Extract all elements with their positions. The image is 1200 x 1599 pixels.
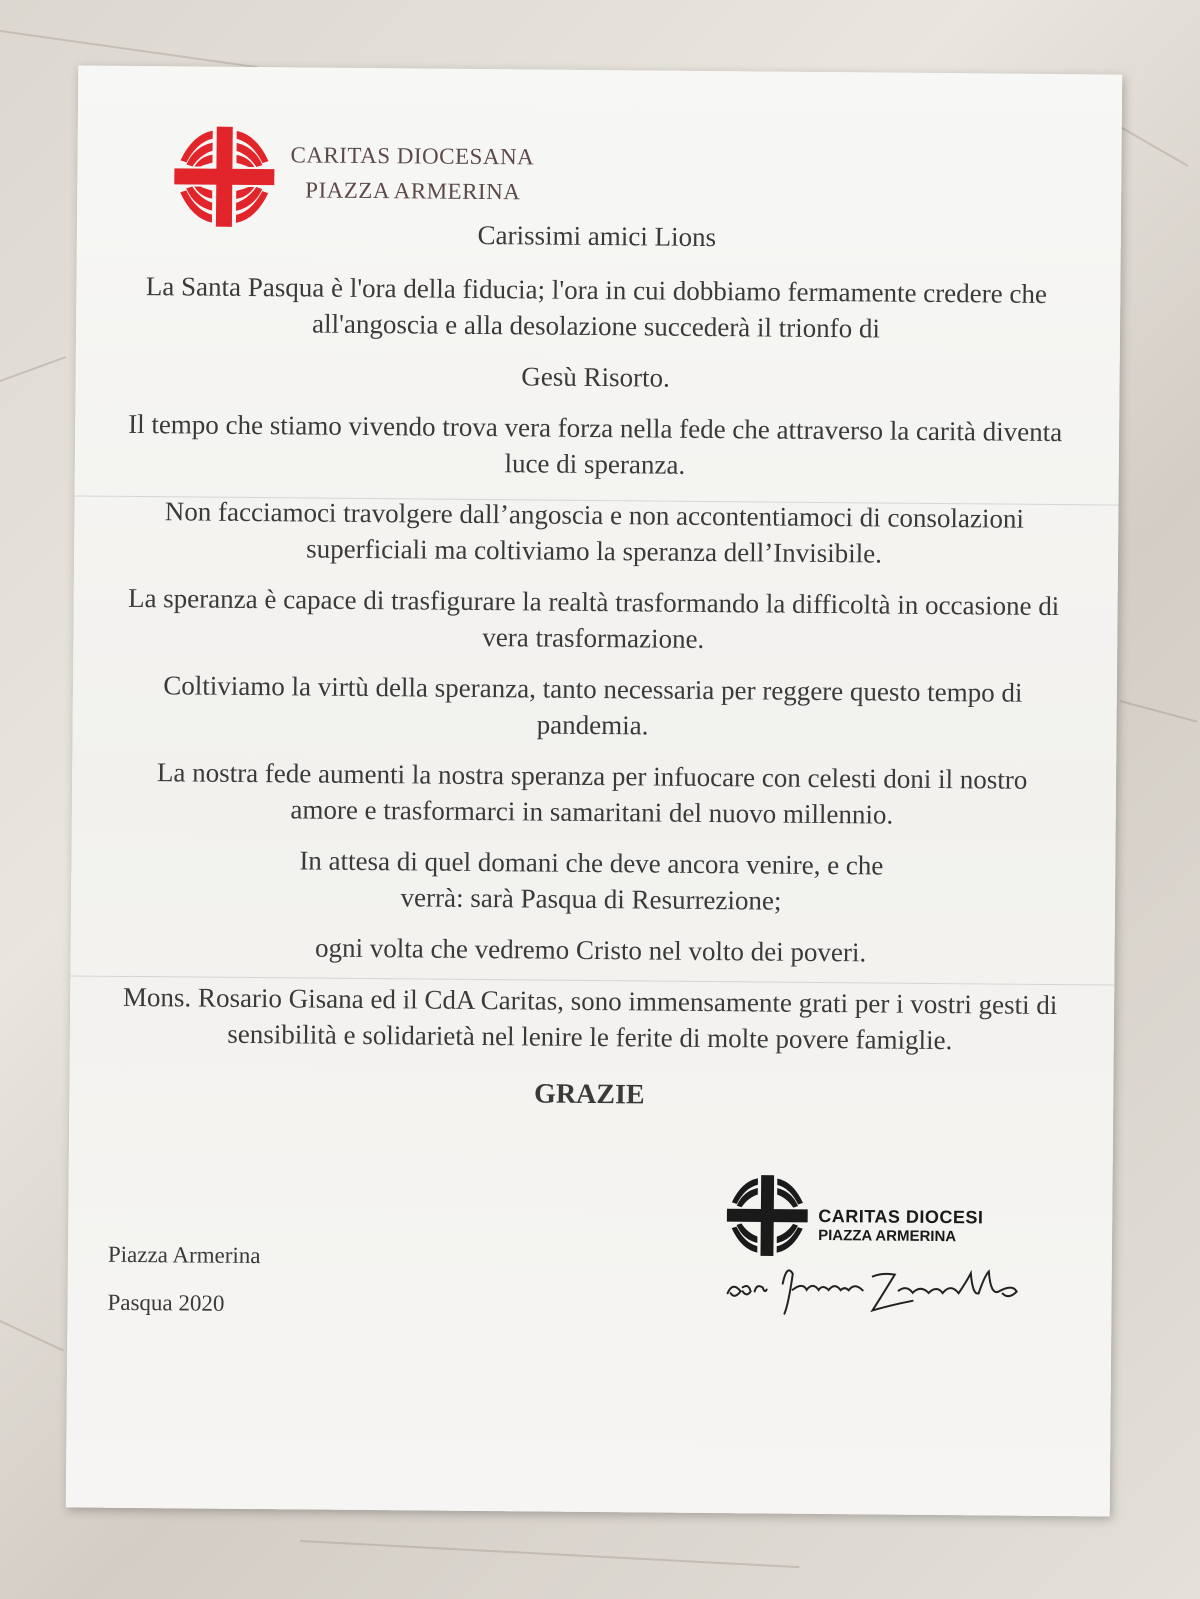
letter-body (119, 214, 1067, 1132)
paragraph: Coltiviamo la virtù della speranza, tanto necessaria per reggere questo tempo di pandemia. (163, 670, 1023, 741)
caritas-stamp (722, 1173, 1043, 1316)
paragraph: ogni volta che vedremo Cristo nel volto dei poveri. (314, 932, 867, 968)
stamp-line2: PIAZZA ARMERINA (818, 1226, 957, 1246)
letter-sheet (66, 65, 1123, 1516)
paragraph: Mons. Rosario Gisana ed il CdA Caritas, sono immensamente grati per i vostri gesti di sensibilità e solidarietà nel lenire le ferite di molte povere famiglie. (122, 981, 1058, 1056)
date: Pasqua 2020 (107, 1289, 225, 1316)
handwritten-signature (722, 1253, 1043, 1326)
paragraph: Non facciamoci travolgere dall’angoscia e non accontentiamoci di consolazioni superficiali ma coltiviamo la speranza dell’Invisibile. (164, 496, 1025, 569)
paragraph: Gesù Risorto. (521, 361, 670, 393)
paragraph: Il tempo che stiamo vivendo trova vera forza nella fede che attraverso la carità diventa luce di speranza. (128, 408, 1063, 480)
stamp-line1: CARITAS DIOCESI (818, 1205, 984, 1228)
org-location: PIAZZA ARMERINA (305, 177, 521, 205)
place: Piazza Armerina (107, 1241, 261, 1269)
paragraph: La Santa Pasqua è l'ora della fiducia; l'ora in cui dobbiamo fermamente credere che all'angoscia e alla desolazione succederà il trionfo di (145, 271, 1048, 344)
paragraph: In attesa di quel domani che deve ancora venire, e che verrà: sarà Pasqua di Resurrezione; (299, 845, 884, 916)
org-name: CARITAS DIOCESANA (290, 142, 535, 170)
closing: GRAZIE (533, 1078, 645, 1111)
paragraph: La nostra fede aumenti la nostra speranza per infuocare con celesti doni il nostro amore e trasformarci in samaritani del nuovo millennio. (156, 757, 1028, 830)
caritas-logo-stamp-icon (723, 1173, 812, 1258)
place-date (107, 1231, 260, 1328)
paragraph: La speranza è capace di trasfigurare la realtà trasformando la difficoltà in occasione di vera trasformazione. (127, 582, 1060, 654)
greeting: Carissimi amici Lions (477, 219, 717, 253)
